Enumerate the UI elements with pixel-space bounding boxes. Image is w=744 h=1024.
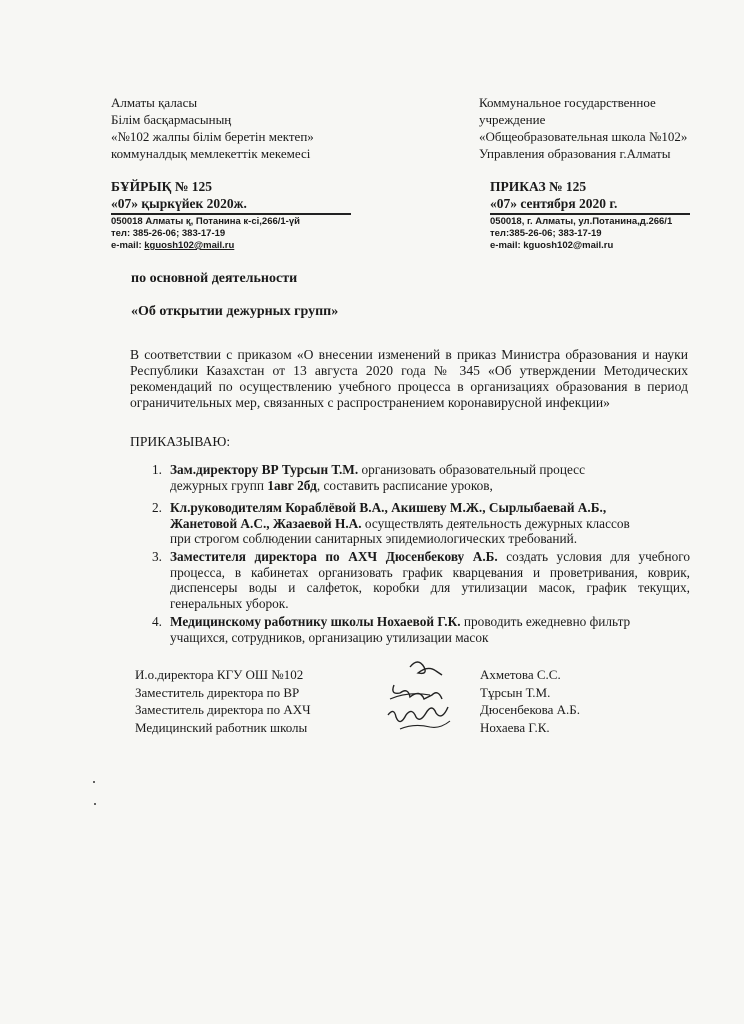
signature-role: Заместитель директора по АХЧ	[135, 702, 311, 717]
contacts-right	[490, 216, 672, 252]
org-line-kz-1: Алматы қаласы	[111, 95, 198, 110]
item-assignee-cont: Жанетовой А.С., Жазаевой Н.А.	[170, 515, 362, 531]
item-number: 2.	[152, 500, 162, 515]
item-assignee: Медицинскому работнику школы Нохаевой Г.К.	[170, 614, 461, 629]
item-text: создать условия для учебного процесса, в кабинетах организовать график кварцевания и проветривания, коврик, диспенсеры воды и салфеток, коробки для утилизации масок, график текущих, генеральных уборок.	[170, 549, 690, 611]
order-number-kz: БҰЙРЫҚ № 125	[111, 179, 213, 194]
address-kz: 050018 Алматы қ, Потанина к-сі,266/1-үй	[111, 216, 300, 227]
list-item	[152, 462, 690, 493]
header-right	[479, 94, 687, 162]
item-text: учащихся, сотрудников, организацию утилизации масок	[170, 629, 489, 645]
paper-speck	[94, 803, 96, 805]
email-link-kz[interactable]: kguosh102@mail.ru	[144, 240, 235, 251]
org-line-ru-3: «Общеобразовательная школа №102»	[479, 129, 688, 144]
item-assignee: Кл.руководителям Кораблёвой В.А., Акишеву М.Ж., Сырлыбаевай А.Б.,	[170, 500, 607, 515]
org-line-kz-3: «№102 жалпы білім беретін мектеп»	[111, 129, 314, 144]
org-line-ru-1: Коммунальное государственное	[479, 95, 656, 110]
order-date-kz: «07» қыркүйек 2020ж.	[111, 196, 247, 211]
order-title: «Об открытии дежурных групп»	[131, 304, 339, 319]
item-groups: 1авг 2бд	[267, 477, 317, 493]
list-item	[152, 549, 690, 611]
item-text: , составить расписание уроков,	[316, 477, 493, 493]
item-assignee: Зам.директору ВР Турсын Т.М.	[170, 462, 359, 477]
paper-speck	[93, 781, 95, 783]
org-line-kz-2: Білім басқармасының	[111, 112, 232, 127]
email-row-kz	[111, 240, 300, 252]
item-assignee: Заместителя директора по АХЧ Дюсенбекову А.Б.	[170, 549, 498, 564]
header-rule-left	[111, 213, 351, 215]
order-number-ru: ПРИКАЗ № 125	[490, 179, 587, 194]
org-line-ru-2: учреждение	[479, 112, 546, 127]
item-text: организовать образовательный процесс	[358, 462, 585, 477]
phone-ru: тел:385-26-06; 383-17-19	[490, 228, 602, 239]
signature-role: Заместитель директора по ВР	[135, 684, 300, 700]
order-date-ru: «07» сентября 2020 г.	[490, 196, 618, 211]
org-line-kz-4: коммуналдық мемлекеттік мекемесі	[111, 146, 311, 161]
item-text: дежурных групп	[170, 477, 268, 493]
list-item	[152, 500, 690, 547]
item-text: при строгом соблюдении санитарных эпидемиологических требований.	[170, 531, 578, 547]
item-text: проводить ежедневно фильтр	[460, 614, 631, 629]
signature-names	[480, 666, 580, 736]
activity-line: по основной деятельности	[131, 271, 298, 286]
signature-name: Тұрсын Т.М.	[480, 684, 551, 700]
order-word: ПРИКАЗЫВАЮ:	[130, 434, 231, 449]
item-number: 3.	[152, 549, 162, 564]
signature-name: Ахметова С.С.	[480, 667, 561, 682]
signature-roles	[135, 666, 311, 736]
email-label: e-mail:	[490, 240, 521, 251]
address-ru: 050018, г. Алматы, ул.Потанина,д.266/1	[490, 216, 673, 227]
item-text: осуществлять деятельность дежурных классов	[361, 515, 630, 531]
list-item	[152, 614, 690, 645]
preamble-text: В соответствии с приказом «О внесении изменений в приказ Министра образования и науки Республики Казахстан от 13 августа 2020 года № 345 «Об утверждении Методических рекомендаций по осуществлению учебного процесса в организациях образования в период ограничительных мер, связанных с распространением коронавирусной инфекции»	[130, 347, 688, 410]
signature-name: Дюсенбекова А.Б.	[480, 702, 580, 717]
org-line-ru-4: Управления образования г.Алматы	[479, 146, 671, 161]
phone-kz: тел: 385-26-06; 383-17-19	[111, 228, 226, 239]
header-rule-right	[490, 213, 690, 215]
email-row-ru	[490, 240, 672, 252]
header-left	[111, 94, 314, 162]
signature-role: Медицинский работник школы	[135, 719, 308, 735]
email-link-ru[interactable]: kguosh102@mail.ru	[523, 240, 614, 251]
item-number: 1.	[152, 462, 162, 477]
signature-role: И.о.директора КГУ ОШ №102	[135, 667, 304, 682]
signature-name: Нохаева Г.К.	[480, 719, 550, 735]
email-label: e-mail:	[111, 240, 142, 251]
handwritten-signatures	[380, 655, 470, 745]
item-number: 4.	[152, 614, 162, 629]
contacts-left	[111, 216, 300, 252]
